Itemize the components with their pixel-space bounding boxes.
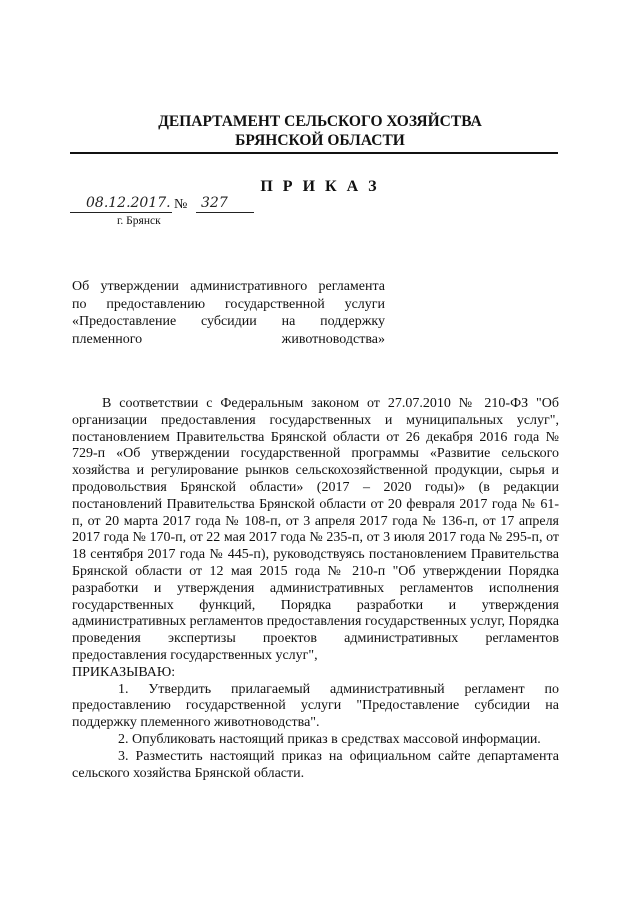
number-underline: [196, 212, 254, 213]
department-name-line2: БРЯНСКОЙ ОБЛАСТИ: [235, 132, 405, 149]
header-divider: [70, 152, 558, 154]
subject-line: по предоставлению государственной услуги: [72, 296, 385, 312]
subject-line: Об утверждении административного регламента: [72, 279, 385, 294]
order-title: П Р И К А З: [260, 178, 380, 195]
order-item-3: 3. Разместить настоящий приказ на официальном сайте департамента сельского хозяйства Брянской области.: [72, 748, 559, 781]
order-city: г. Брянск: [117, 215, 161, 227]
order-item-1: 1. Утвердить прилагаемый административный регламент по предоставлению государственной услуги "Предоставление субсидии на поддержку племенного животноводства".: [72, 681, 559, 731]
order-item-2: 2. Опубликовать настоящий приказ в средствах массовой информации.: [118, 731, 541, 747]
department-header: [60, 112, 580, 150]
subject-line: «Предоставление субсидии на поддержку: [72, 314, 385, 330]
department-name-line1: ДЕПАРТАМЕНТ СЕЛЬСКОГО ХОЗЯЙСТВА: [158, 113, 482, 130]
number-sign: №: [174, 197, 188, 212]
preamble-paragraph: В соответствии с Федеральным законом от 27.07.2010 № 210-ФЗ "Об организации предоставления государственных и муниципальных услуг", постановлением Правительства Брянской области от 26 декабря 2016 года № 729-п «Об утверждении государственной программы «Развитие сельского хозяйства и регулирование рынков сельскохозяйственной продукции, сырья и продовольствия Брянской области» (2017 – 2020 годы)» (в редакции постановлений Правительства Брянской области от 20 февраля 2017 года № 61-п, от 20 марта 2017 года № 108-п, от 3 апреля 2017 года № 136-п, от 17 апреля 2017 года № 170-п, от 22 мая 2017 года № 235-п, от 3 июля 2017 года № 295-п, от 18 сентября 2017 года № 445-п), руководствуясь постановлением Правительства Брянской области от 12 мая 2015 года № 210-п "Об утверждении Порядка разработки и утверждения административных регламентов исполнения государственных функций, Порядка разработки и утверждения административных регламентов предоставления государственных услуг, Порядка проведения экспертизы проектов административных регламентов предоставления государственных услуг",: [72, 396, 559, 663]
date-underline: [70, 212, 172, 213]
order-body: [72, 396, 559, 782]
subject-line: племенного животноводства»: [72, 331, 385, 347]
order-number: 327: [201, 195, 228, 211]
order-subject: [72, 278, 385, 348]
orders-word: ПРИКАЗЫВАЮ:: [72, 664, 176, 680]
order-date: 08.12.2017.: [86, 195, 171, 211]
